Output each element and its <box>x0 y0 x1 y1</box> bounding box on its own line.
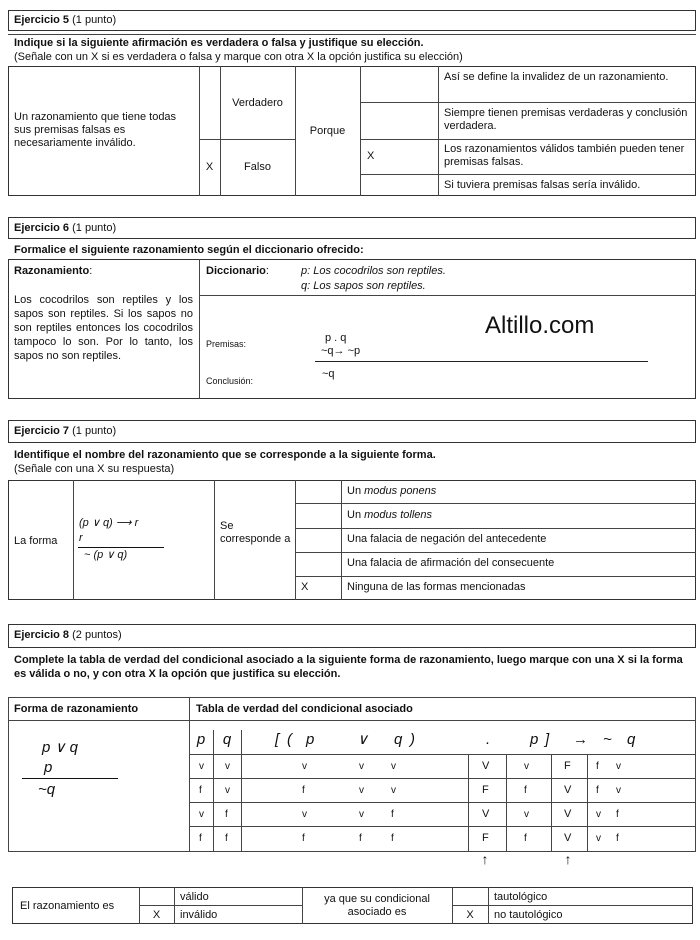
ex6-reasoning-label: Razonamiento <box>14 265 90 277</box>
truth-value-cell: V <box>564 784 572 796</box>
ex5-because: Porque <box>309 125 346 137</box>
truth-value-cell: v <box>524 809 529 820</box>
ex8-non-tautological: no tautológico <box>494 909 563 921</box>
ex8-tautological: tautológico <box>494 891 548 903</box>
ex5-false-mark: X <box>205 161 214 173</box>
truth-value-cell: f <box>596 785 599 796</box>
ex8-invalid: inválido <box>180 909 218 921</box>
ex5-reason-mark: X <box>367 150 375 162</box>
formula-symbol: [ <box>275 731 280 748</box>
ex8-valid: válido <box>180 891 209 903</box>
ex8-form-line-1: p ∨ q <box>42 739 78 756</box>
ex6-reasoning-heading <box>14 265 92 278</box>
ex5-option-false: Falso <box>244 161 271 173</box>
inference-line <box>315 361 648 362</box>
option-text: Un <box>347 509 365 521</box>
ex6-dictionary-heading <box>206 265 269 278</box>
truth-value-cell: v <box>596 833 601 844</box>
truth-value-cell: v <box>359 785 364 796</box>
truth-value-cell: V <box>564 832 572 844</box>
ex7-option-3: Una falacia de negación del antecedente <box>347 533 547 545</box>
ex8-form-line-2: p <box>44 759 53 776</box>
ex5-reason-3: Los razonamientos válidos también pueden tener premisas falsas. <box>444 143 685 168</box>
option-emphasis: modus ponens <box>364 485 437 497</box>
ex7-form-conclusion: ~ (p ∨ q) <box>84 549 128 561</box>
ex6-dictionary-colon: : <box>265 265 269 277</box>
ex7-form-premise-2: r <box>79 532 83 544</box>
ex5-reason-1: Así se define la invalidez de un razonamiento. <box>444 71 669 83</box>
ex7-note: (Señale con una X su respuesta) <box>14 463 175 475</box>
ex7-option-4: Una falacia de afirmación del consecuente <box>347 557 555 569</box>
truth-value-cell: f <box>199 785 202 796</box>
truth-value-cell: v <box>199 761 204 772</box>
ex8-table-header: Tabla de verdad del condicional asociado <box>196 703 413 715</box>
formula-symbol: p <box>530 731 539 748</box>
ex6-title: Ejercicio 6 <box>14 222 70 234</box>
ex7-corresponds: Se corresponde a <box>220 520 291 545</box>
ex6-premise-1: p . q <box>325 332 347 344</box>
truth-value-cell: f <box>616 809 619 820</box>
truth-value-cell: v <box>524 761 529 772</box>
truth-value-cell: f <box>524 785 527 796</box>
formula-symbol: ) <box>410 731 415 748</box>
ex5-title: Ejercicio 5 <box>14 14 70 26</box>
formula-symbol: q <box>394 731 403 748</box>
truth-value-cell: f <box>199 833 202 844</box>
ex6-dictionary-label: Diccionario <box>206 265 266 277</box>
inference-line <box>22 778 118 779</box>
truth-value-cell: v <box>225 761 230 772</box>
ex7-title: Ejercicio 7 <box>14 425 70 437</box>
formula-symbol: → <box>573 731 588 748</box>
truth-value-cell: v <box>199 809 204 820</box>
truth-value-cell: f <box>596 761 599 772</box>
inference-line <box>78 547 164 548</box>
truth-value-cell: v <box>391 761 396 772</box>
ex8-form-header: Forma de razonamiento <box>14 703 139 715</box>
truth-value-cell: F <box>482 832 489 844</box>
ex8-form-line-3: ~q <box>38 781 56 798</box>
ex6-dict-p: p: Los cocodrilos son reptiles. <box>301 265 446 277</box>
truth-value-cell: F <box>482 784 489 796</box>
ex8-points: (2 puntos) <box>72 629 122 641</box>
ex7-heading <box>14 425 116 438</box>
ex8-head-p: p <box>196 731 206 748</box>
option-text: Un <box>347 485 365 497</box>
truth-value-cell: v <box>596 809 601 820</box>
truth-value-cell: f <box>302 833 305 844</box>
formula-symbol: . <box>486 731 491 748</box>
truth-value-cell: v <box>359 809 364 820</box>
truth-value-cell: V <box>564 808 572 820</box>
truth-value-cell: v <box>225 785 230 796</box>
ex5-reason-2: Siempre tienen premisas verdaderas y conclusión verdadera. <box>444 107 688 132</box>
ex8-heading <box>14 629 122 642</box>
truth-value-cell: f <box>616 833 619 844</box>
ex8-invalid-mark: X <box>152 909 161 921</box>
truth-value-cell: f <box>391 809 394 820</box>
ex7-option-1 <box>347 485 436 498</box>
ex5-option-true: Verdadero <box>232 97 283 109</box>
formula-symbol: ] <box>545 731 550 748</box>
ex8-nontaut-mark: X <box>466 909 474 921</box>
ex5-reason-4: Si tuviera premisas falsas sería inválido. <box>444 179 641 191</box>
ex7-points: (1 punto) <box>72 425 117 437</box>
ex5-instruction: Indique si la siguiente afirmación es verdadera o falsa y justifique su elección. <box>14 37 424 49</box>
truth-value-cell: V <box>482 808 490 820</box>
ex8-head-q: q <box>222 731 232 748</box>
truth-value-cell: v <box>302 809 307 820</box>
truth-value-cell: f <box>225 833 228 844</box>
ex6-premises-label: Premisas: <box>206 339 247 349</box>
ex7-instruction: Identifique el nombre del razonamiento que se corresponde a la siguiente forma. <box>14 449 436 461</box>
truth-value-cell: v <box>302 761 307 772</box>
ex6-premise-2: ~q→ ~p <box>321 345 361 357</box>
truth-value-cell: v <box>616 761 621 772</box>
ex5-statement: Un razonamiento que tiene todas sus premisas falsas es necesariamente inválido. <box>14 111 177 149</box>
ex7-mark: X <box>301 581 309 593</box>
ex6-heading <box>14 222 116 235</box>
ex8-title: Ejercicio 8 <box>14 629 70 641</box>
truth-value-cell: f <box>391 833 394 844</box>
truth-value-cell: f <box>225 809 228 820</box>
ex6-dict-q: q: Los sapos son reptiles. <box>301 280 426 292</box>
ex7-form-premise-1: (p ∨ q) ⟶ r <box>79 517 139 529</box>
truth-value-cell: v <box>616 785 621 796</box>
divider <box>8 34 696 35</box>
ex8-because: ya que su condicional asociado es <box>324 893 430 918</box>
truth-value-cell: f <box>524 833 527 844</box>
ex6-reasoning-colon: : <box>89 265 93 277</box>
up-arrow-icon: ↑ <box>481 851 489 867</box>
watermark: Altillo.com <box>485 312 595 339</box>
ex7-option-5: Ninguna de las formas mencionadas <box>347 581 526 593</box>
ex6-reasoning-text: Los cocodrilos son reptiles y los sapos son reptiles. Si los sapos no son reptiles entonces los cocodrilos tampoco lo son. Por lo tanto, los sapos no son reptiles. <box>14 294 193 362</box>
ex6-points: (1 punto) <box>72 222 117 234</box>
ex8-instruction: Complete la tabla de verdad del condicional asociado a la siguiente forma de razonamiento, luego marque con una X si la forma es válida o no, y con otra X la opción que justifica su elección. <box>14 654 683 680</box>
truth-value-cell: V <box>482 760 490 772</box>
truth-value-cell: v <box>391 785 396 796</box>
option-emphasis: modus tollens <box>364 509 432 521</box>
formula-symbol: ( <box>287 731 292 748</box>
up-arrow-icon: ↑ <box>564 851 572 867</box>
ex6-instruction: Formalice el siguiente razonamiento según el diccionario ofrecido: <box>14 244 364 256</box>
truth-value-cell: f <box>359 833 362 844</box>
formula-symbol: ∨ <box>357 731 368 748</box>
truth-value-cell: v <box>359 761 364 772</box>
formula-symbol: ~ <box>603 731 612 748</box>
ex5-note: (Señale con un X si es verdadera o falsa y marque con otra X la opción justifica su elección) <box>14 51 463 63</box>
truth-value-cell: f <box>302 785 305 796</box>
ex6-conclusion-label: Conclusión: <box>206 376 254 386</box>
formula-symbol: p <box>306 731 315 748</box>
ex5-points: (1 punto) <box>72 14 117 26</box>
ex8-verdict-label: El razonamiento es <box>20 900 115 912</box>
ex7-form-label: La forma <box>14 535 58 547</box>
formula-symbol: q <box>627 731 636 748</box>
ex5-heading <box>14 14 116 27</box>
truth-value-cell: F <box>564 760 571 772</box>
ex7-option-2 <box>347 509 432 522</box>
ex6-conclusion: ~q <box>322 368 335 380</box>
